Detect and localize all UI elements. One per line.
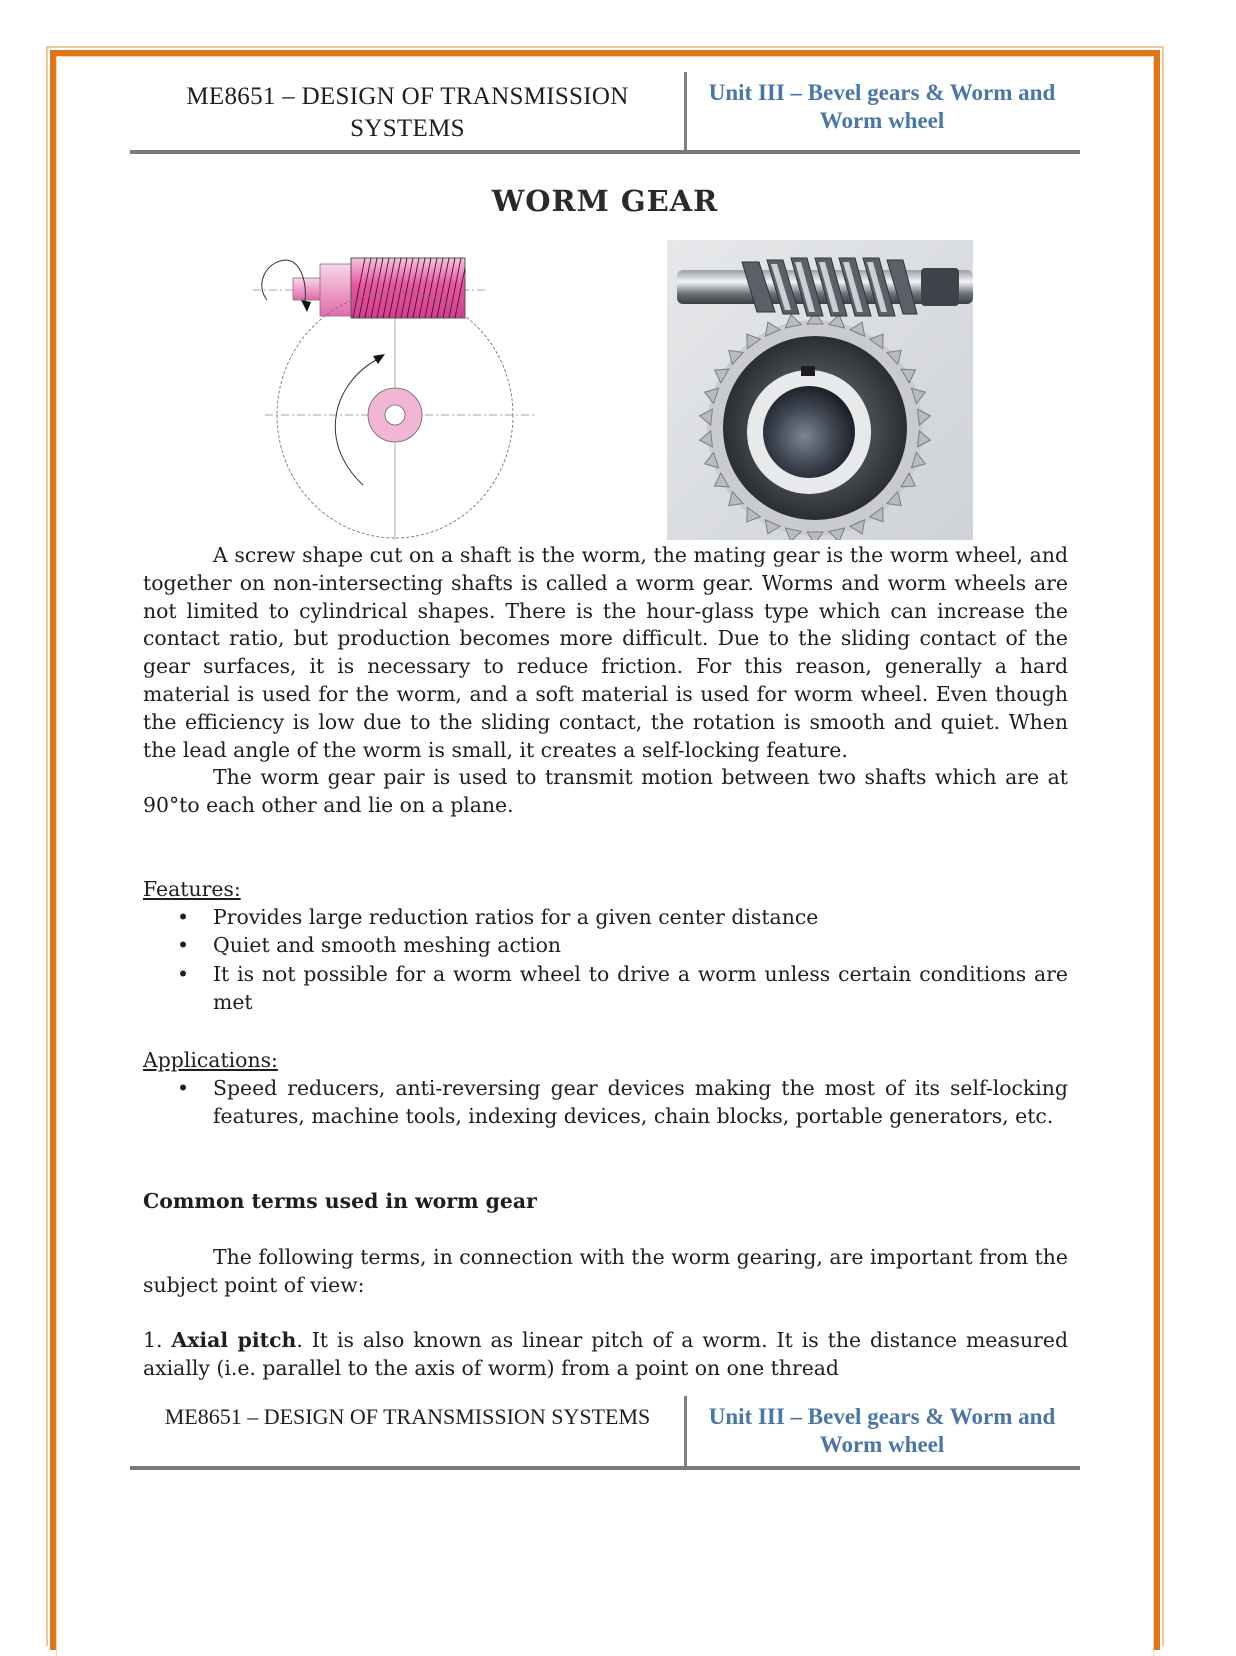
footer-unit-line2: Worm wheel <box>819 1432 945 1457</box>
terms-heading: Common terms used in worm gear <box>143 1189 537 1213</box>
page-title: WORM GEAR <box>491 184 719 218</box>
intro-paragraph-1: A screw shape cut on a shaft is the worm, the mating gear is the worm wheel, and together on non-intersecting shafts is called a worm gear. Worms and worm wheels are not limited to cylindrical shapes. There is the hour-glass type which can increase the contact ratio, but production becomes more difficult. Due to the sliding contact of the gear surfaces, it is necessary to reduce friction. For this reason, generally a hard material is used for the worm, and a soft material is used for worm wheel. Even though the efficiency is low due to the sliding contact, the rotation is smooth and quiet. When the lead angle of the worm is small, it creates a self-locking feature. <box>143 543 1068 762</box>
list-item <box>143 932 1068 960</box>
terms-intro-paragraph: The following terms, in connection with the worm gearing, are important from the subject point of view: <box>143 1245 1068 1297</box>
header-course-line1: ME8651 – DESIGN OF TRANSMISSION <box>186 83 629 110</box>
worm-schematic-diagram <box>245 240 555 540</box>
list-item-text: It is not possible for a worm wheel to drive a worm unless certain conditions are met <box>213 962 1068 1015</box>
list-item-text: Quiet and smooth meshing action <box>213 932 561 957</box>
bullet-icon: • <box>177 1075 190 1100</box>
term-name: Axial pitch <box>171 1328 297 1352</box>
applications-section <box>143 1047 1068 1130</box>
features-list <box>143 904 1068 1017</box>
bullet-icon: • <box>177 962 190 987</box>
footer-rule <box>130 1466 1080 1470</box>
header-rule <box>130 150 1080 154</box>
term-number: 1. <box>143 1328 163 1352</box>
header-course-line2: SYSTEMS <box>350 115 465 142</box>
header-unit-title <box>692 79 1072 135</box>
bullet-icon: • <box>177 904 190 929</box>
page-header <box>130 72 1080 156</box>
footer-unit-title <box>692 1403 1072 1459</box>
term-description: . It is also known as linear pitch of a worm. It is the distance measured axially (i.e. parallel to the axis of worm) from a point on one thread <box>143 1328 1068 1380</box>
footer-course-title: ME8651 – DESIGN OF TRANSMISSION SYSTEMS <box>164 1404 651 1429</box>
term-axial-pitch <box>143 1327 1068 1383</box>
list-item-text: Speed reducers, anti-reversing gear devices making the most of its self-locking features, machine tools, indexing devices, chain blocks, portable generators, etc. <box>213 1075 1068 1128</box>
term-item-1 <box>143 1327 1068 1383</box>
list-item <box>143 961 1068 1017</box>
header-course-title <box>130 81 685 145</box>
list-item <box>143 1075 1068 1131</box>
header-unit-line2: Worm wheel <box>819 108 945 133</box>
features-section <box>143 876 1068 1017</box>
intro-paragraph-2: The worm gear pair is used to transmit motion between two shafts which are at 90°to each other and lie on a plane. <box>143 765 1068 818</box>
list-item <box>143 904 1068 932</box>
worm-gear-photo <box>667 240 973 540</box>
header-divider <box>684 72 687 152</box>
header-unit-line1: Unit III – Bevel gears & Worm and <box>708 80 1056 105</box>
page-footer <box>130 1396 1080 1470</box>
features-heading: Features: <box>143 877 241 901</box>
terms-intro <box>143 1244 1068 1300</box>
applications-list <box>143 1075 1068 1131</box>
footer-unit-line1: Unit III – Bevel gears & Worm and <box>708 1404 1056 1429</box>
applications-heading: Applications: <box>143 1048 278 1072</box>
document-body <box>143 542 1068 820</box>
footer-divider <box>684 1396 687 1468</box>
list-item-text: Provides large reduction ratios for a given center distance <box>213 904 819 929</box>
terms-section <box>143 1188 1068 1216</box>
bullet-icon: • <box>177 932 190 957</box>
